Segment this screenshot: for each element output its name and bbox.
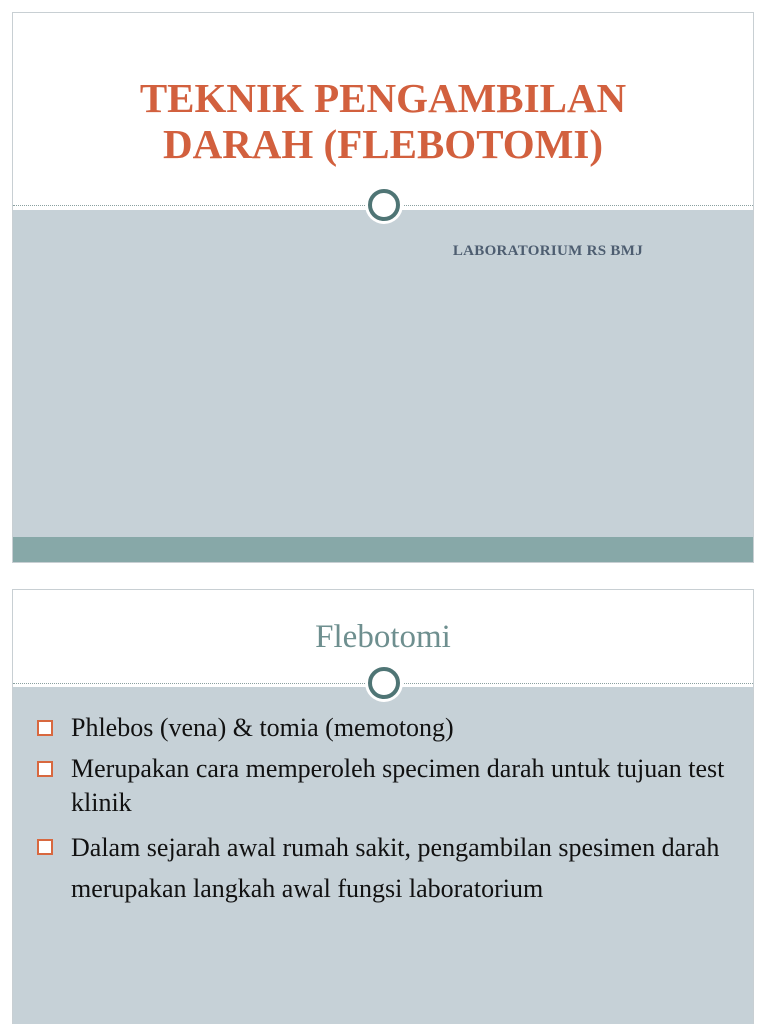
square-bullet-icon <box>37 839 53 855</box>
bullet-text: Dalam sejarah awal rumah sakit, pengambilan spesimen darah merupakan langkah awal fungsi laboratorium <box>71 833 720 903</box>
bullet-text: Phlebos (vena) & tomia (memotong) <box>71 713 454 742</box>
list-item <box>34 827 734 909</box>
circle-divider-icon <box>368 189 400 221</box>
slide-title <box>53 75 713 167</box>
list-item <box>34 710 734 746</box>
square-bullet-icon <box>37 720 53 736</box>
slide-heading: Flebotomi <box>315 619 451 655</box>
slide-title-line-2: DARAH (FLEBOTOMI) <box>162 121 603 167</box>
slide-title-line-1: TEKNIK PENGAMBILAN <box>139 75 627 121</box>
title-slide <box>12 12 754 563</box>
list-item <box>34 752 734 820</box>
title-area <box>13 13 753 208</box>
square-bullet-icon <box>37 761 53 777</box>
subtitle-area <box>13 210 753 537</box>
footer-band <box>13 537 753 563</box>
bullet-text: Merupakan cara memperoleh specimen darah untuk tujuan test klinik <box>71 754 725 817</box>
content-slide <box>12 589 754 1024</box>
slide-subtitle: LABORATORIUM RS BMJ <box>452 243 643 259</box>
bullet-list <box>34 710 734 909</box>
circle-divider-icon <box>368 667 400 699</box>
